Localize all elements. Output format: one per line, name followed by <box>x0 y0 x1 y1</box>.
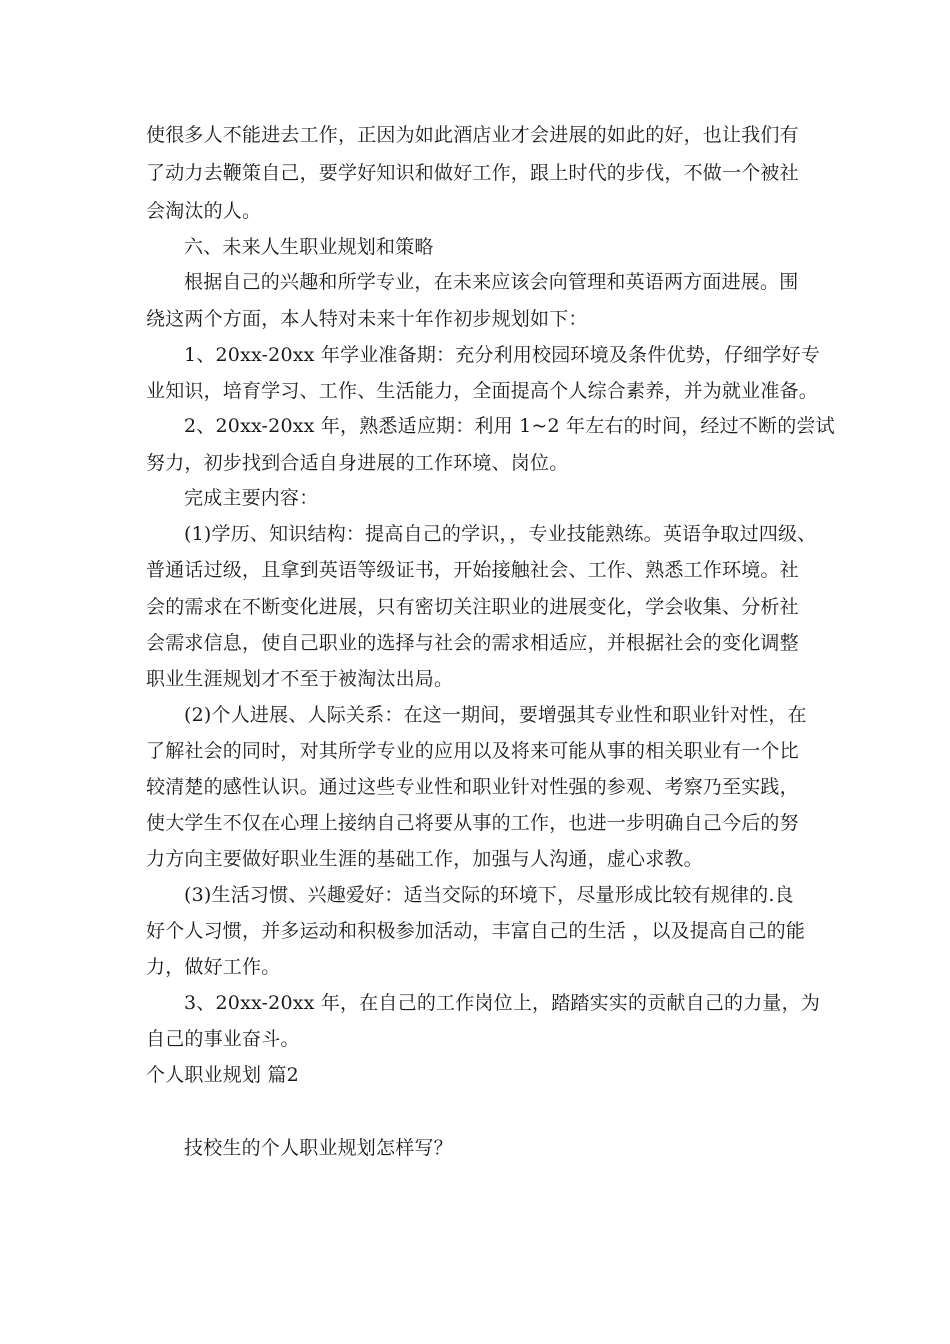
body-text-line: (2)个人进展、人际关系：在这一期间，要增强其专业性和职业针对性，在 <box>184 704 807 726</box>
body-text-line: 绕这两个方面，本人特对未来十年作初步规划如下： <box>146 308 588 330</box>
body-text-line: 2、20xx-20xx 年，熟悉适应期：利用 1~2 年左右的时间，经过不断的尝试 <box>184 415 835 437</box>
body-text-line: 根据自己的兴趣和所学专业，在未来应该会向管理和英语两方面进展。围 <box>184 271 799 293</box>
body-text-line: 力，做好工作。 <box>146 956 281 978</box>
body-text-line: 使大学生不仅在心理上接纳自己将要从事的工作，也进一步明确自己今后的努 <box>146 812 799 834</box>
body-text-line: 了解社会的同时，对其所学专业的应用以及将来可能从事的相关职业有一个比 <box>146 740 799 762</box>
body-text-line: 会淘汰的人。 <box>146 200 262 222</box>
body-text-line: 了动力去鞭策自己，要学好知识和做好工作，跟上时代的步伐，不做一个被社 <box>146 162 799 184</box>
body-text-line: 自己的事业奋斗。 <box>146 1028 300 1050</box>
body-text-line: 会的需求在不断变化进展，只有密切关注职业的进展变化，学会收集、分析社 <box>146 596 799 618</box>
body-text-line: 会需求信息，使自己职业的选择与社会的需求相适应，并根据社会的变化调整 <box>146 632 799 654</box>
body-text-line: 职业生涯规划才不至于被淘汰出局。 <box>146 668 454 690</box>
body-text-line: 完成主要内容： <box>184 487 319 509</box>
body-text-line: (1)学历、知识结构：提高自己的学识，，专业技能熟练。英语争取过四级、 <box>184 523 817 545</box>
body-text-line: 1、20xx-20xx 年学业准备期：充分利用校园环境及条件优势，仔细学好专 <box>184 344 821 366</box>
question-text: 技校生的个人职业规划怎样写？ <box>184 1137 453 1159</box>
body-text-line: 业知识，培育学习、工作、生活能力，全面提高个人综合素养，并为就业准备。 <box>146 380 819 402</box>
body-text-line: 使很多人不能进去工作，正因为如此酒店业才会进展的如此的好，也让我们有 <box>146 124 799 146</box>
body-text-line: 3、20xx-20xx 年，在自己的工作岗位上，踏踏实实的贡献自己的力量，为 <box>184 992 821 1014</box>
body-text-line: 力方向主要做好职业生涯的基础工作，加强与人沟通，虚心求教。 <box>146 848 703 870</box>
body-text-line: (3)生活习惯、兴趣爱好：适当交际的环境下，尽量形成比较有规律的.良 <box>184 884 794 906</box>
body-text-line: 好个人习惯，并多运动和积极参加活动，丰富自己的生活 ，以及提高自己的能 <box>146 920 806 942</box>
body-text-line: 普通话过级，且拿到英语等级证书，开始接触社会、工作、熟悉工作环境。社 <box>146 559 799 581</box>
section-title: 个人职业规划 篇2 <box>146 1064 299 1086</box>
body-text-line: 较清楚的感性认识。通过这些专业性和职业针对性强的参观、考察乃至实践， <box>146 776 799 798</box>
body-text-line: 努力，初步找到合适自身进展的工作环境、岗位。 <box>146 452 569 474</box>
section-heading: 六、未来人生职业规划和策略 <box>184 236 434 258</box>
